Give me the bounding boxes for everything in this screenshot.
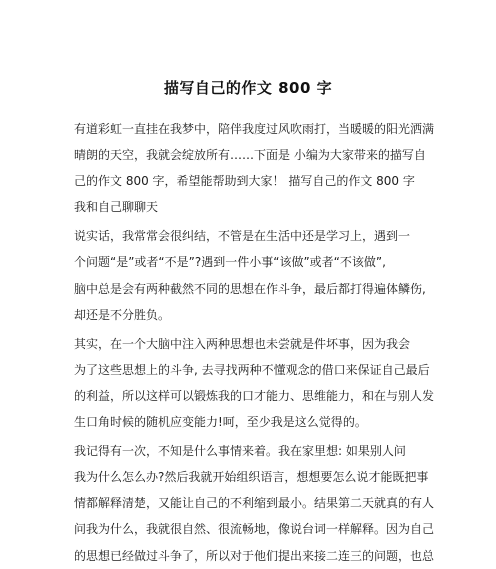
text-line: 晴朗的天空，我就会绽放所有……下面是 小编为大家带来的描写自 [74, 148, 426, 163]
text-line: 生口角时候的随机应变能力!呵，至少我是这么觉得的。 [74, 415, 367, 430]
text-line: 有道彩虹一直挂在我梦中，陪伴我度过风吹雨打，当暖暖的阳光洒满 [74, 122, 435, 136]
document-title: 描写自己的作文 800 字 [163, 79, 333, 97]
text-line: 的利益，所以这样可以锻炼我的口才能力、思维能力，和在与别人发 [74, 388, 435, 403]
text-line: 为了这些思想上的斗争, 去寻找两种不懂观念的借口来保证自己最后 [74, 362, 430, 377]
text-line: 其实，在一个大脑中注入两种思想也未尝就是件坏事，因为我会 [74, 336, 411, 351]
text-line: 情都解释清楚，又能让自己的不利缩到最小。结果第二天就真的有人 [74, 496, 435, 511]
text-line: 我记得有一次，不知是什么事情来着。我在家里想: 如果别人问 [74, 444, 406, 459]
text-line: 却还是不分胜负。 [74, 307, 171, 322]
text-line: 我为什么怎么办?然后我就开始组织语言，想想要怎么说才能既把事 [74, 470, 429, 485]
text-line: 个问题“是”或者“不是”?遇到一件小事“该做”或者“不该做”, [74, 255, 386, 270]
text-line: 问我为什么，我就很自然、很流畅地，像说台词一样解释。因为自己 [74, 522, 435, 537]
text-line: 己的作文 800 字，希望能帮助到大家！ 描写自己的作文 800 字 [74, 174, 415, 189]
document-body [74, 116, 435, 569]
text-line: 脑中总是会有两种截然不同的思想在作斗争，最后都打得遍体鳞伤, [74, 281, 426, 296]
text-line: 的思想已经做过斗争了，所以对于他们提出来接二连三的问题，也总 [74, 548, 435, 563]
text-line: 我和自己聊聊天 [74, 200, 159, 215]
text-line: 说实话，我常常会很纠结，不管是在生活中还是学习上，遇到一 [74, 229, 411, 244]
